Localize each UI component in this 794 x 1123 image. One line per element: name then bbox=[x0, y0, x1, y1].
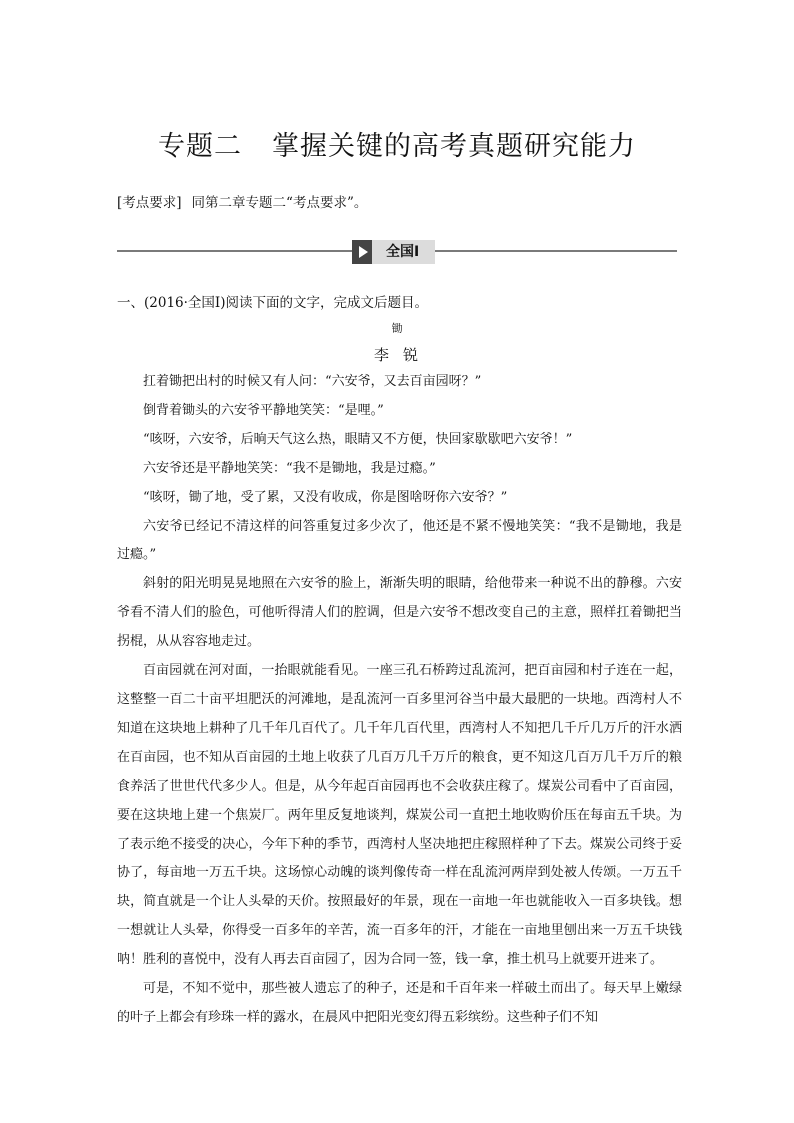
paragraph: “咳呀，六安爷，后晌天气这么热，眼睛又不方便，快回家歇歇吧六安爷！” bbox=[143, 431, 573, 447]
paragraph: 百亩园就在河对面，一抬眼就能看见。一座三孔石桥跨过乱流河，把百亩园和村子连在一起，这整整一百二十亩平坦肥沃的河滩地，是乱流河一百多里河谷当中最大最肥的一块地。西湾村人不知道在这块地上耕种了几千年几百代了。几千年几百代里，西湾村人不知把几千斤几万斤的汗水洒在百亩园，也不知从百亩园的土地上收获了几百万几千万斤的粮食，更不知这几百万几千万斤的粮食养活了世世代代多少人。但是，从今年起百亩园再也不会收获庄稼了。煤炭公司看中了百亩园，要在这块地上建一个焦炭厂。两年里反复地谈判，煤炭公司一直把土地收购价压在每亩五千块。为了表示绝不接受的决心，今年下种的季节，西湾村人坚决地把庄稼照样种了下去。煤炭公司终于妥协了，每亩地一万五千块。这场惊心动魄的谈判像传奇一样在乱流河两岸到处被人传颂。一万五千块，简直就是一个让人头晕的天价。按照最好的年景，现在一亩地一年也就能收入一百多块钱。想一想就让人头晕，你得受一百多年的辛苦，流一百多年的汗，才能在一亩地里刨出来一万五千块钱呐！胜利的喜悦中，没有人再去百亩园了，因为合同一签，钱一拿，推土机马上就要开进来了。 bbox=[117, 663, 682, 968]
paragraph: 六安爷已经记不清这样的问答重复过多少次了，他还是不紧不慢地笑笑：“我不是锄地，我是过瘾。” bbox=[117, 518, 682, 563]
page-title bbox=[0, 124, 794, 163]
author-family: 李 bbox=[373, 346, 391, 364]
passage-title: 锄 bbox=[391, 322, 403, 335]
paragraph: 六安爷还是平静地笑笑：“我不是锄地，我是过瘾。” bbox=[143, 460, 436, 476]
title-sub: 掌握关键的高考真题研究能力 bbox=[272, 131, 636, 162]
paragraph: 可是，不知不觉中，那些被人遗忘了的种子，还是和千百年来一样破土而出了。每天早上嫩绿的叶子上都会有珍珠一样的露水，在晨风中把阳光变幻得五彩缤纷。这些种子们不知 bbox=[117, 981, 682, 1025]
author-given: 锐 bbox=[403, 346, 421, 364]
play-icon bbox=[352, 240, 372, 264]
paragraph: 扛着锄把出村的时候又有人问：“六安爷，又去百亩园呀？” bbox=[143, 374, 482, 389]
paragraph: “咳呀，锄了地，受了累，又没有收成，你是图啥呀你六安爷？” bbox=[143, 489, 508, 505]
requirement-text: 同第二章专题二“考点要求”。 bbox=[191, 195, 368, 211]
paragraph: 倒背着锄头的六安爷平静地笑笑：“是哩。” bbox=[143, 402, 384, 418]
exam-requirement bbox=[117, 191, 367, 211]
section-badge bbox=[352, 240, 435, 264]
paragraph: 斜射的阳光明晃晃地照在六安爷的脸上，渐渐失明的眼睛，给他带来一种说不出的静穆。六安爷看不清人们的脸色，可他听得清人们的腔调，但是六安爷不想改变自己的主意，照样扛着锄把当拐棍，从从容容地走过。 bbox=[117, 576, 682, 650]
section-label: 全国Ⅰ bbox=[372, 240, 435, 264]
passage-body bbox=[117, 368, 682, 1033]
title-main: 专题二 bbox=[158, 131, 242, 162]
passage-author bbox=[0, 344, 794, 365]
question-header: 一、(2016·全国Ⅰ)阅读下面的文字，完成文后题目。 bbox=[117, 295, 429, 311]
requirement-tag: [考点要求] bbox=[117, 195, 182, 211]
